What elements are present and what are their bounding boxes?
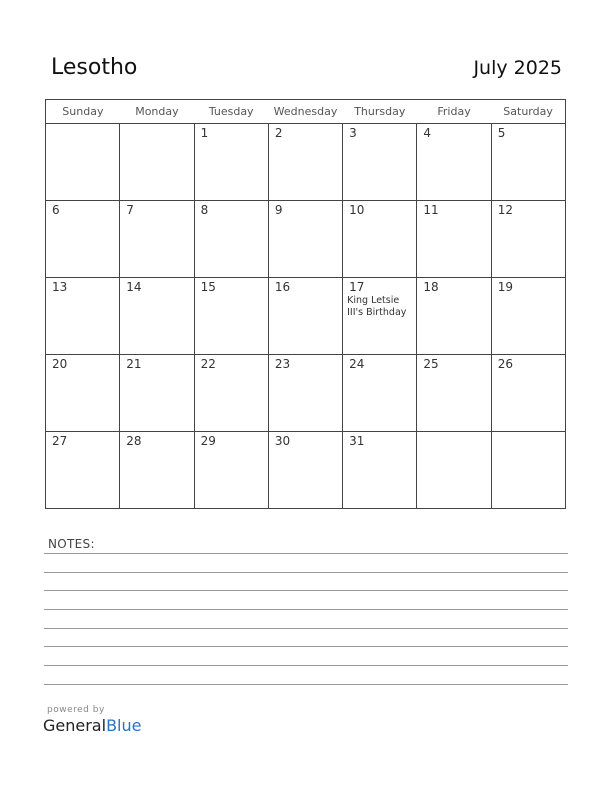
weekday-thursday: Thursday xyxy=(343,100,417,124)
day-cell xyxy=(46,432,120,509)
day-number: 3 xyxy=(349,126,357,140)
day-number: 20 xyxy=(52,357,68,371)
weekday-tuesday: Tuesday xyxy=(194,100,268,124)
day-cell xyxy=(120,355,194,432)
day-cell xyxy=(120,278,194,355)
day-number: 25 xyxy=(423,357,439,371)
day-number: 24 xyxy=(349,357,365,371)
day-cell xyxy=(491,355,565,432)
day-number: 1 xyxy=(200,126,209,140)
day-cell xyxy=(491,278,565,355)
day-cell xyxy=(343,124,417,201)
note-line xyxy=(44,572,568,573)
day-number: 27 xyxy=(52,434,68,448)
day-number: 14 xyxy=(126,280,142,294)
day-number: 15 xyxy=(200,280,216,294)
powered-by-text: powered by xyxy=(47,705,105,715)
day-cell xyxy=(417,355,491,432)
brand-name-part2: Blue xyxy=(106,716,142,735)
day-number xyxy=(46,124,119,126)
day-number: 28 xyxy=(126,434,142,448)
day-number: 2 xyxy=(274,126,283,140)
day-number xyxy=(417,432,490,434)
day-number: 16 xyxy=(274,280,291,294)
note-line xyxy=(44,590,568,591)
note-line xyxy=(44,628,568,629)
day-number: 30 xyxy=(274,434,291,448)
week-row xyxy=(46,432,566,509)
day-number: 9 xyxy=(274,203,283,217)
day-number: 26 xyxy=(497,357,513,371)
day-number: 22 xyxy=(200,357,216,371)
day-number: 29 xyxy=(200,434,216,448)
week-row xyxy=(46,124,566,201)
weekday-friday: Friday xyxy=(417,100,491,124)
day-cell xyxy=(417,432,491,509)
brand-name-part1: General xyxy=(43,716,107,735)
day-cell xyxy=(194,201,268,278)
day-number: 19 xyxy=(497,280,513,294)
generalblue-logo xyxy=(43,716,141,735)
weekday-wednesday: Wednesday xyxy=(268,100,342,124)
month-title: July 2025 xyxy=(473,57,562,79)
day-cell xyxy=(194,124,268,201)
day-cell xyxy=(491,432,565,509)
day-cell xyxy=(194,278,268,355)
day-cell xyxy=(417,278,491,355)
holiday-label: King Letsie III's Birthday xyxy=(347,295,407,318)
day-cell xyxy=(46,201,120,278)
day-cell xyxy=(46,124,120,201)
week-row xyxy=(46,278,566,355)
day-number: 7 xyxy=(126,203,134,217)
day-cell xyxy=(343,432,417,509)
day-cell xyxy=(343,355,417,432)
day-cell xyxy=(268,124,342,201)
day-number: 11 xyxy=(423,203,439,217)
day-number: 12 xyxy=(497,203,513,217)
day-cell xyxy=(343,201,417,278)
weekday-sunday: Sunday xyxy=(46,100,120,124)
day-number: 18 xyxy=(423,280,439,294)
day-cell xyxy=(417,201,491,278)
note-line xyxy=(44,553,568,554)
notes-label: NOTES: xyxy=(48,537,95,551)
day-cell xyxy=(268,278,342,355)
day-cell xyxy=(46,278,120,355)
note-line xyxy=(44,665,568,666)
day-cell xyxy=(194,432,268,509)
note-line xyxy=(44,646,568,647)
note-line xyxy=(44,609,568,610)
day-cell xyxy=(491,124,565,201)
day-number: 13 xyxy=(52,280,68,294)
day-number: 17 xyxy=(349,280,365,294)
day-number: 21 xyxy=(126,357,142,371)
day-cell xyxy=(268,201,342,278)
day-number: 5 xyxy=(497,126,506,140)
day-cell xyxy=(120,432,194,509)
day-cell xyxy=(120,124,194,201)
day-number: 23 xyxy=(274,357,291,371)
day-number xyxy=(120,124,193,126)
day-cell xyxy=(120,201,194,278)
day-number: 10 xyxy=(349,203,365,217)
day-number: 6 xyxy=(52,203,60,217)
day-number xyxy=(492,432,565,434)
day-number: 4 xyxy=(423,126,432,140)
day-cell xyxy=(417,124,491,201)
day-cell xyxy=(268,355,342,432)
day-cell xyxy=(194,355,268,432)
day-cell xyxy=(46,355,120,432)
day-number: 8 xyxy=(200,203,209,217)
week-row xyxy=(46,355,566,432)
weekday-monday: Monday xyxy=(120,100,194,124)
day-cell-holiday xyxy=(343,278,417,355)
weekday-header-row xyxy=(46,100,566,124)
day-cell xyxy=(491,201,565,278)
note-line xyxy=(44,684,568,685)
day-cell xyxy=(268,432,342,509)
weekday-saturday: Saturday xyxy=(491,100,565,124)
country-title: Lesotho xyxy=(51,55,138,80)
day-number: 31 xyxy=(349,434,365,448)
calendar-grid xyxy=(45,99,566,509)
week-row xyxy=(46,201,566,278)
